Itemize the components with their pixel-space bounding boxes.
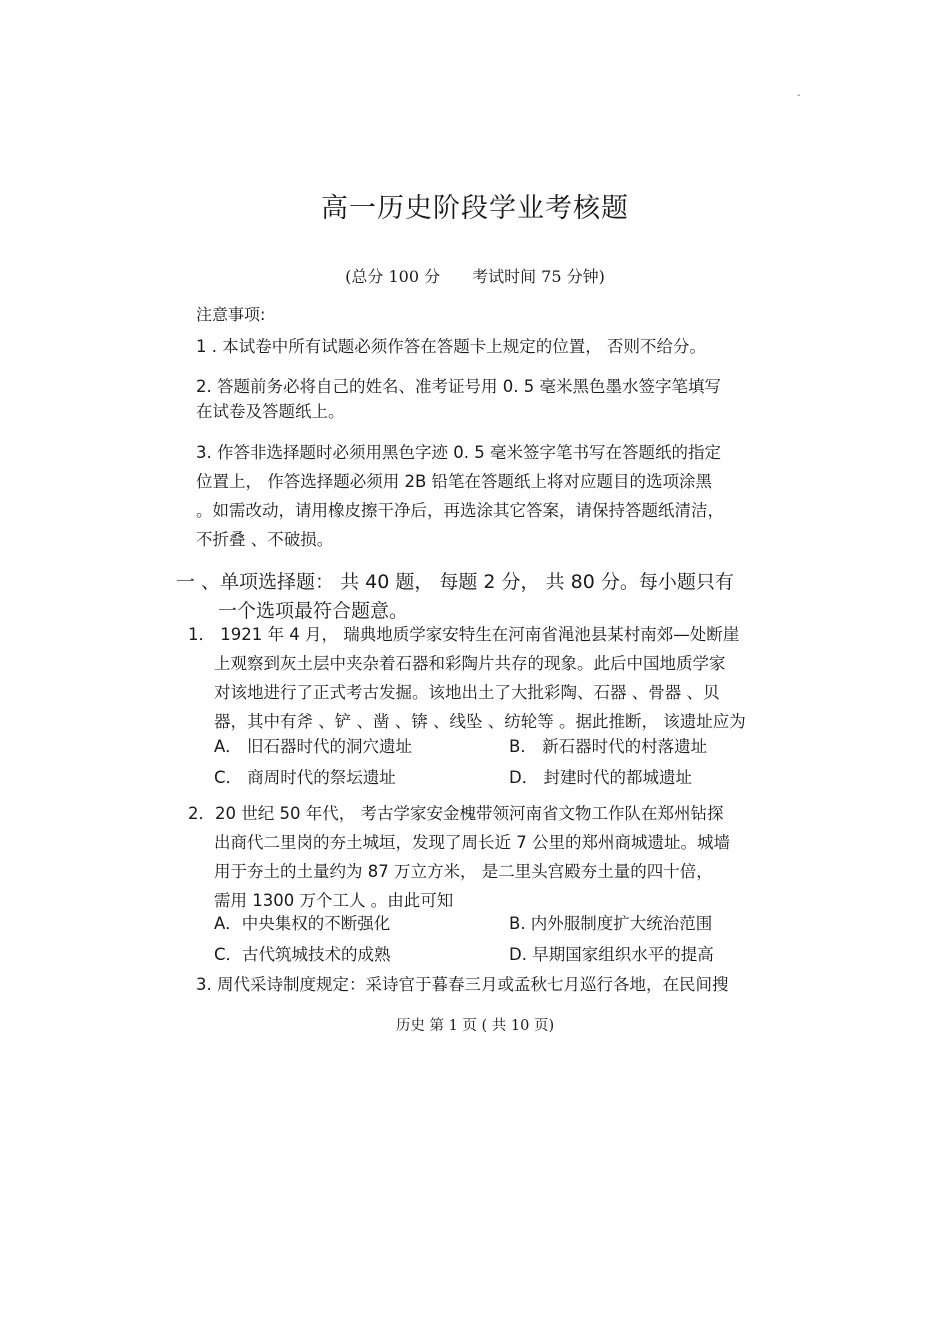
exam-info: (总分 100 分 考试时间 75 分钟) [345,267,605,286]
section-heading [176,568,734,626]
question-2-option-b: B. 内外服制度扩大统治范围 [509,914,713,933]
question-2-option-c: C．古代筑城技术的成熟 [214,945,391,964]
page-title: 高一历史阶段学业考核题 [321,193,629,224]
question-1-option-a: A． 旧石器时代的洞穴遗址 [214,737,413,756]
question-stem-line: 1． 1921 年 4 月， 瑞典地质学家安特生在河南省渑池县某村南郊—处断崖 [188,625,740,644]
question-1-option-b: B． 新石器时代的村落遗址 [509,737,708,756]
question-stem-line: 2．20 世纪 50 年代， 考古学家安金槐带领河南省文物工作队在郑州钻探 [188,804,724,823]
note-item: 3. 作答非选择题时必须用黑色字迹 0. 5 毫米签字笔书写在答题纸的指定 [196,443,721,462]
question-2-option-a: A．中央集权的不断强化 [214,914,391,933]
question-1-stem [188,620,746,736]
question-2-option-d: D. 早期国家组织水平的提高 [509,945,714,964]
note-item: 在试卷及答题纸上。 [196,402,345,421]
note-item: 2. 答题前务必将自己的姓名、准考证号用 0. 5 毫米黑色墨水签字笔填写 [196,377,721,396]
corner-mark: - [797,90,801,101]
question-1-option-c: C． 商周时代的祭坛遗址 [214,768,396,787]
question-stem-line: 对该地进行了正式考古发掘。该地出土了大批彩陶、石器 、骨器 、贝 [214,683,720,702]
question-2-stem [188,799,730,915]
page-footer: 历史 第 1 页 ( 共 10 页) [395,1018,555,1034]
note-item: 。如需改动，请用橡皮擦干净后，再选涂其它答案，请保持答题纸清洁， [196,501,724,520]
notes-heading: 注意事项: [196,305,266,324]
question-1-option-d: D． 封建时代的都城遗址 [509,768,692,787]
note-item: 位置上， 作答选择题必须用 2B 铅笔在答题纸上将对应题目的选项涂黑 [196,472,713,491]
question-stem-line: 上观察到灰土层中夹杂着石器和彩陶片共存的现象。此后中国地质学家 [214,654,726,673]
question-stem-line: 用于夯土的土量约为 87 万立方米， 是二里头宫殿夯土量的四十倍， [214,862,713,881]
note-item: 1 . 本试卷中所有试题必须作答在答题卡上规定的位置， 否则不给分。 [196,337,706,356]
question-stem-line: 出商代二里岗的夯土城垣，发现了周长近 7 公里的郑州商城遗址。城墙 [214,833,730,852]
section-heading-line2: 一个选项最符合题意。 [218,600,409,622]
question-stem-line: 需用 1300 万个工人 。由此可知 [214,891,454,910]
section-heading-line1: 一 、单项选择题： 共 40 题， 每题 2 分， 共 80 分。每小题只有 [176,571,734,593]
note-item: 不折叠 、不破损。 [196,530,334,549]
question-stem-line: 器，其中有斧 、铲 、凿 、锛 、线坠 、纺轮等 。据此推断， 该遗址应为 [214,712,746,731]
question-3-stem: 3. 周代采诗制度规定：采诗官于暮春三月或孟秋七月巡行各地，在民间搜 [196,975,729,994]
